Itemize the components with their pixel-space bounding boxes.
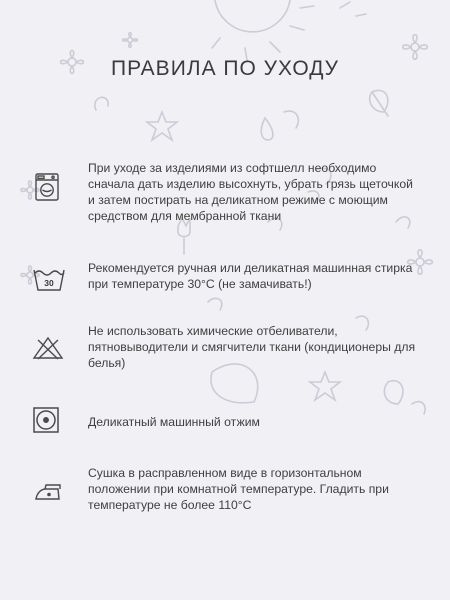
instruction-text: Деликатный машинный отжим <box>88 415 260 429</box>
gentle-spin-icon <box>32 406 60 434</box>
instruction-text: При уходе за изделиями из софтшелл необходимо сначала дать изделию высохнуть, убрать грязь щеточкой и затем постирать на деликатном режиме с моющим средством для мембранной ткани <box>88 161 413 223</box>
leaf-icon <box>384 381 403 404</box>
instruction-text: Рекомендуется ручная или деликатная машинная стирка при температуре 30°С (не замачивать!) <box>88 261 413 291</box>
instruction-text: Не использовать химические отбеливатели, пятновыводители и смягчители ткани (кондиционеры для белья) <box>88 324 416 370</box>
raindrop-icon <box>261 118 273 140</box>
star-icon <box>310 372 340 400</box>
instruction-text: Сушка в расправленном виде в горизонтальном положении при комнатной температуре. Гладить при температуре не более 110°С <box>88 466 389 512</box>
washing-machine-icon <box>32 172 62 202</box>
iron-icon <box>32 481 64 503</box>
flower-icon <box>123 33 138 48</box>
leaf-icon <box>370 90 388 116</box>
sun-icon <box>212 0 314 60</box>
flower-icon <box>403 35 428 60</box>
do-not-bleach-icon <box>32 335 64 361</box>
hand-wash-temp-label: 30 <box>44 278 54 288</box>
hand-wash-30-icon <box>32 264 66 294</box>
star-icon <box>147 112 177 140</box>
page-title: ПРАВИЛА ПО УХОДУ <box>110 57 339 80</box>
